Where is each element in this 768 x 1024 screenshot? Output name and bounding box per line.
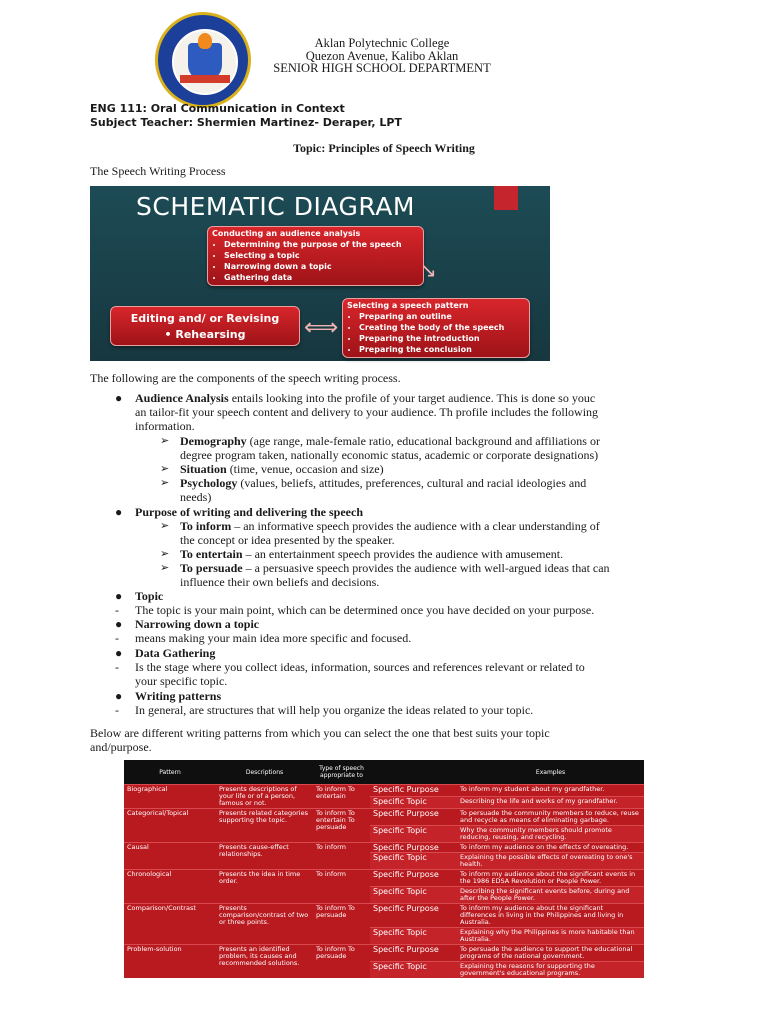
sub-psychology xyxy=(160,476,680,504)
table-cell-purpose-example: To inform my student about my grandfather. xyxy=(457,785,644,797)
audience-analysis-text: entails looking into the profile of your target audience. This is done so youc xyxy=(228,391,596,405)
psychology-label: Psychology xyxy=(180,476,238,490)
table-cell-purpose-label: Specific Purpose xyxy=(370,843,457,853)
narrowing-text: means making your main idea more specific and focused. xyxy=(135,631,412,645)
table-cell-topic-example: Explaining the possible effects of overeating to one's health. xyxy=(457,853,644,870)
topic-text: The topic is your main point, which can be determined once you have decided on your purpose. xyxy=(135,603,595,617)
process-heading: The Speech Writing Process xyxy=(90,164,226,178)
table-cell-pattern: Causal xyxy=(124,843,216,870)
arrow-bullet-icon: ➢ xyxy=(160,477,170,489)
table-cell-description: Presents an identified problem, its causes and recommended solutions. xyxy=(216,945,313,979)
college-name: Aklan Polytechnic College xyxy=(314,36,450,50)
topic-heading: Topic: Principles of Speech Writing xyxy=(293,141,475,155)
inform-label: To inform xyxy=(180,519,232,533)
persuade-text: influence their own beliefs and decisions. xyxy=(180,575,380,589)
table-cell-topic-example: Explaining the reasons for supporting the government's educational programs. xyxy=(457,962,644,979)
narrowing-label: Narrowing down a topic xyxy=(135,617,260,631)
narrowing-desc xyxy=(115,631,675,645)
schematic-diagram xyxy=(90,186,550,361)
diagram-box-editing-line2: • Rehearsing xyxy=(164,328,246,341)
writing-patterns-label: Writing patterns xyxy=(135,689,222,703)
table-cell-types: To inform To persuade xyxy=(313,945,370,979)
diagram-arrow-down-right-icon: ↘ xyxy=(420,258,437,282)
table-cell-types: To inform xyxy=(313,870,370,904)
table-cell-types: To inform To entertain xyxy=(313,785,370,809)
arrow-bullet-icon: ➢ xyxy=(160,463,170,475)
diagram-box-pattern-head: Selecting a speech pattern xyxy=(347,301,469,310)
patterns-intro-line: and/purpose. xyxy=(90,740,152,754)
diagram-accent xyxy=(494,186,518,210)
topic-desc xyxy=(115,603,675,617)
diagram-box-pattern-item: • Preparing the introduction xyxy=(359,333,525,344)
table-row xyxy=(124,904,644,928)
arrow-bullet-icon: ➢ xyxy=(160,548,170,560)
logo-torch-icon xyxy=(198,33,212,49)
table-cell-description: Presents cause-effect relationships. xyxy=(216,843,313,870)
bullet-data-gathering xyxy=(115,646,675,660)
table-cell-topic-label: Specific Topic xyxy=(370,826,457,843)
arrow-bullet-icon: ➢ xyxy=(160,435,170,447)
demography-text: (age range, male-female ratio, educational background and affiliations or xyxy=(246,434,600,448)
table-row xyxy=(124,809,644,826)
bullet-narrowing xyxy=(115,617,675,631)
purpose-label: Purpose of writing and delivering the speech xyxy=(135,505,363,519)
table-cell-types: To inform To persuade xyxy=(313,904,370,945)
inform-text: the concept or idea presented by the speaker. xyxy=(180,533,395,547)
table-row xyxy=(124,785,644,797)
data-gathering-desc xyxy=(115,660,675,688)
diagram-title: SCHEMATIC DIAGRAM xyxy=(136,192,415,221)
persuade-label: To persuade xyxy=(180,561,243,575)
persuade-text: – a persuasive speech provides the audience with well-argued ideas that can xyxy=(242,561,610,575)
writing-patterns-table xyxy=(124,760,644,977)
bullet-icon: ● xyxy=(115,505,123,519)
table-cell-purpose-label: Specific Purpose xyxy=(370,785,457,797)
arrow-bullet-icon: ➢ xyxy=(160,520,170,532)
bullet-writing-patterns xyxy=(115,689,675,703)
table-cell-pattern: Comparison/Contrast xyxy=(124,904,216,945)
department-name: SENIOR HIGH SCHOOL DEPARTMENT xyxy=(273,61,491,75)
table-cell-description: Presents related categories supporting the topic. xyxy=(216,809,313,843)
diagram-box-editing-line1: Editing and/ or Revising xyxy=(130,312,280,325)
diagram-arrow-both-icon: ⟺ xyxy=(304,313,339,341)
diagram-box-editing xyxy=(110,306,300,346)
diagram-box-audience-item: • Gathering data xyxy=(224,272,419,283)
table-cell-pattern: Problem-solution xyxy=(124,945,216,979)
dash-icon: - xyxy=(115,703,119,717)
patterns-intro-line: Below are different writing patterns from which you can select the one that best suits your topic xyxy=(90,726,550,740)
writing-patterns-desc xyxy=(115,703,675,717)
table-header xyxy=(370,760,457,785)
college-address: Quezon Avenue, Kalibo Aklan xyxy=(305,49,459,63)
situation-label: Situation xyxy=(180,462,227,476)
table-cell-types: To inform To entertain To persuade xyxy=(313,809,370,843)
data-gathering-text: your specific topic. xyxy=(135,674,228,688)
data-gathering-label: Data Gathering xyxy=(135,646,216,660)
psychology-text: needs) xyxy=(180,490,212,504)
table-header: Type of speech appropriate to xyxy=(313,760,370,785)
audience-analysis-text: information. xyxy=(135,419,195,433)
dash-icon: - xyxy=(115,631,119,645)
table-cell-topic-label: Specific Topic xyxy=(370,962,457,979)
arrow-bullet-icon: ➢ xyxy=(160,562,170,574)
diagram-box-audience-item: • Determining the purpose of the speech xyxy=(224,239,419,250)
table-cell-purpose-example: To persuade the community members to reduce, reuse and recycle as means of eliminating garbage. xyxy=(457,809,644,826)
table-cell-topic-label: Specific Topic xyxy=(370,928,457,945)
demography-text: degree program taken, nationally economic status, academic or corporate designations) xyxy=(180,448,599,462)
diagram-box-pattern-item: • Preparing an outline xyxy=(359,311,525,322)
table-header: Pattern xyxy=(124,760,216,785)
table-cell-topic-example: Explaining why the Philippines is more habitable than Australia. xyxy=(457,928,644,945)
diagram-box-pattern xyxy=(342,298,530,358)
table-row xyxy=(124,945,644,962)
diagram-box-audience-head: Conducting an audience analysis xyxy=(212,229,361,238)
table-cell-purpose-example: To inform my audience on the effects of overeating. xyxy=(457,843,644,853)
dash-icon: - xyxy=(115,660,119,674)
table-cell-purpose-label: Specific Purpose xyxy=(370,904,457,928)
table-cell-description: Presents comparison/contrast of two or three points. xyxy=(216,904,313,945)
bullet-audience-analysis xyxy=(115,391,675,433)
table-cell-topic-label: Specific Topic xyxy=(370,853,457,870)
diagram-box-audience xyxy=(207,226,424,286)
table-cell-purpose-example: To inform my audience about the significant events in the 1986 EDSA Revolution or People Power. xyxy=(457,870,644,887)
bullet-icon: ● xyxy=(115,646,123,660)
bullet-topic xyxy=(115,589,675,603)
table-cell-description: Presents the idea in time order. xyxy=(216,870,313,904)
dash-icon: - xyxy=(115,603,119,617)
bullet-icon: ● xyxy=(115,391,123,405)
topic-label: Topic xyxy=(135,589,164,603)
diagram-box-pattern-item: • Preparing the conclusion xyxy=(359,344,525,355)
demography-label: Demography xyxy=(180,434,247,448)
table-cell-purpose-example: To persuade the audience to support the educational programs of the national government. xyxy=(457,945,644,962)
diagram-box-pattern-item: • Creating the body of the speech xyxy=(359,322,525,333)
entertain-text: – an entertainment speech provides the audience with amusement. xyxy=(242,547,564,561)
table-cell-purpose-example: To inform my audience about the significant differences in living in the Philippines and living in Australia. xyxy=(457,904,644,928)
table-cell-pattern: Categorical/Topical xyxy=(124,809,216,843)
sub-entertain xyxy=(160,547,680,561)
patterns-intro xyxy=(90,726,550,754)
table-cell-topic-example: Describing the life and works of my grandfather. xyxy=(457,797,644,809)
table-cell-topic-example: Why the community members should promote reducing, reusing, and recycling. xyxy=(457,826,644,843)
table-cell-pattern: Chronological xyxy=(124,870,216,904)
data-gathering-text: Is the stage where you collect ideas, information, sources and references relevant or related to xyxy=(135,660,585,674)
table-cell-topic-label: Specific Topic xyxy=(370,887,457,904)
sub-persuade xyxy=(160,561,680,589)
table-row xyxy=(124,843,644,853)
logo-ribbon xyxy=(180,75,230,83)
table-cell-pattern: Biographical xyxy=(124,785,216,809)
table-cell-purpose-label: Specific Purpose xyxy=(370,945,457,962)
sub-situation xyxy=(160,462,680,476)
table-cell-purpose-label: Specific Purpose xyxy=(370,870,457,887)
table-row xyxy=(124,870,644,887)
inform-text: – an informative speech provides the audience with a clear understanding of xyxy=(231,519,600,533)
table-cell-description: Presents descriptions of your life or of a person, famous or not. xyxy=(216,785,313,809)
bullet-icon: ● xyxy=(115,689,123,703)
diagram-box-audience-item: • Narrowing down a topic xyxy=(224,261,419,272)
bullet-icon: ● xyxy=(115,617,123,631)
sub-inform xyxy=(160,519,680,547)
table-header: Descriptions xyxy=(216,760,313,785)
sub-demography xyxy=(160,434,680,462)
table-cell-purpose-label: Specific Purpose xyxy=(370,809,457,826)
psychology-text: (values, beliefs, attitudes, preferences, cultural and racial ideologies and xyxy=(237,476,587,490)
components-intro: The following are the components of the speech writing process. xyxy=(90,371,401,385)
audience-analysis-label: Audience Analysis xyxy=(135,391,229,405)
audience-analysis-text: an tailor-fit your speech content and delivery to your audience. Th profile includes the following xyxy=(135,405,599,419)
table-header: Examples xyxy=(457,760,644,785)
subject-teacher: Subject Teacher: Shermien Martinez- Deraper, LPT xyxy=(90,116,402,129)
table-cell-topic-label: Specific Topic xyxy=(370,797,457,809)
writing-patterns-text: In general, are structures that will help you organize the ideas related to your topic. xyxy=(135,703,534,717)
table-cell-types: To inform xyxy=(313,843,370,870)
table-cell-topic-example: Describing the significant events before, during and after the People Power. xyxy=(457,887,644,904)
bullet-purpose xyxy=(115,505,675,519)
course-title: ENG 111: Oral Communication in Context xyxy=(90,102,345,115)
situation-text: (time, venue, occasion and size) xyxy=(226,462,384,476)
entertain-label: To entertain xyxy=(180,547,243,561)
bullet-icon: ● xyxy=(115,589,123,603)
diagram-box-audience-item: • Selecting a topic xyxy=(224,250,419,261)
